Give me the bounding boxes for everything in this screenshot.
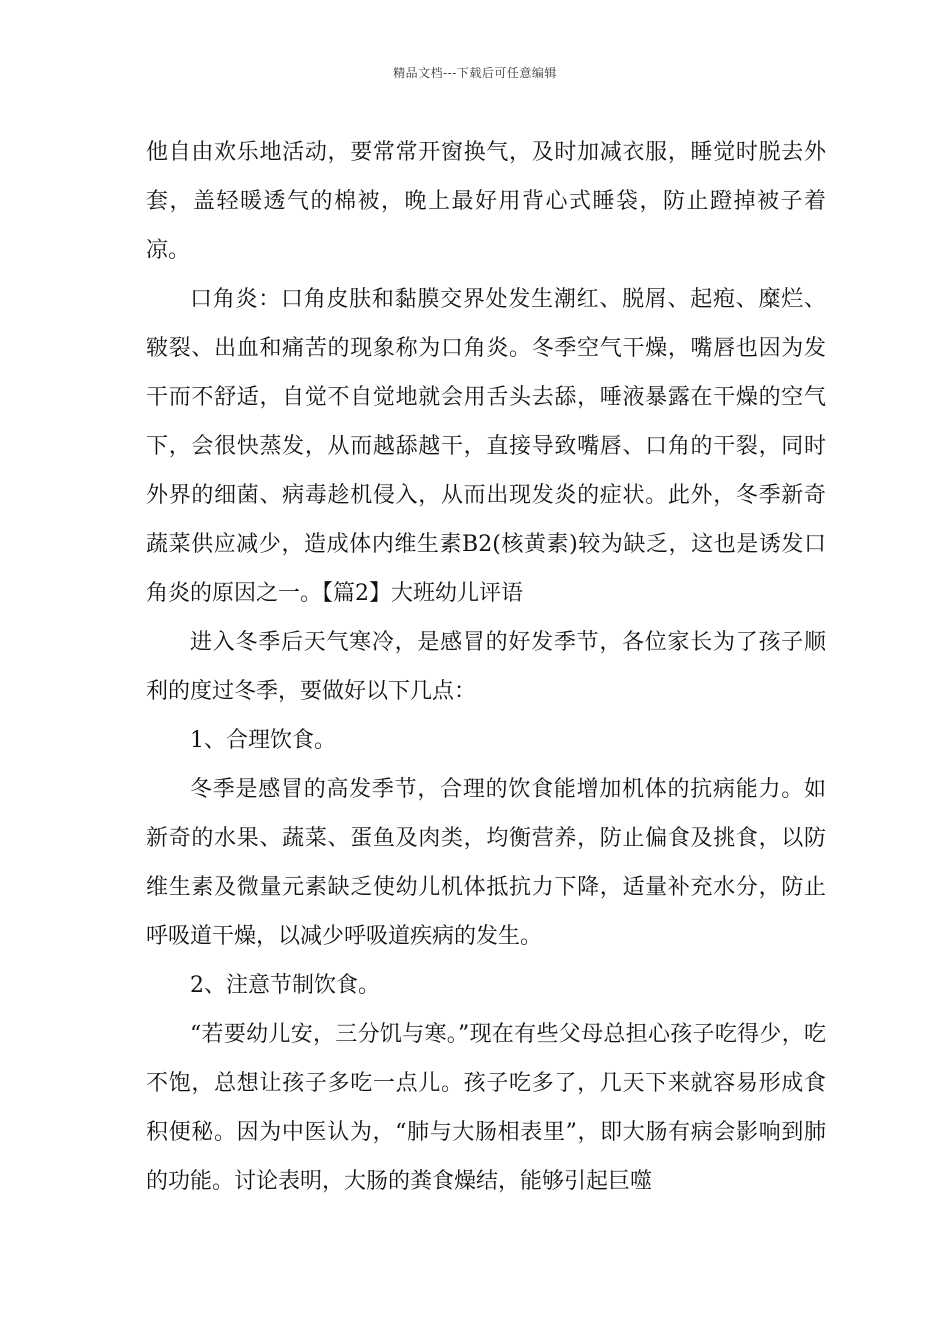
paragraph-1: 他自由欢乐地活动，要常常开窗换气，及时加减衣服，睡觉时脱去外套，盖轻暖透气的棉被，晚上最好用背心式睡袋，防止蹬掉被子着凉。 xyxy=(146,140,826,263)
document-body xyxy=(146,128,826,1206)
page-header: 精品文档---下载后可任意编辑 xyxy=(393,66,557,80)
paragraph-4: 1、合理饮食。 xyxy=(190,728,336,753)
paragraph-3: 进入冬季后天气寒冷，是感冒的好发季节，各位家长为了孩子顺利的度过冬季，要做好以下几点： xyxy=(146,630,826,704)
paragraph-5: 冬季是感冒的高发季节，合理的饮食能增加机体的抗病能力。如新奇的水果、蔬菜、蛋鱼及肉类，均衡营养，防止偏食及挑食，以防维生素及微量元素缺乏使幼儿机体抵抗力下降，适量补充水分，防止呼吸道干燥，以减少呼吸道疾病的发生。 xyxy=(146,777,826,949)
paragraph-2: 口角炎：口角皮肤和黏膜交界处发生潮红、脱屑、起疱、糜烂、皲裂、出血和痛苦的现象称为口角炎。冬季空气干燥，嘴唇也因为发干而不舒适，自觉不自觉地就会用舌头去舔，唾液暴露在干燥的空气下，会很快蒸发，从而越舔越干，直接导致嘴唇、口角的干裂，同时外界的细菌、病毒趁机侵入，从而出现发炎的症状。此外，冬季新奇蔬菜供应减少，造成体内维生素B2(核黄素)较为缺乏，这也是诱发口角炎的原因之一。【篇2】大班幼儿评语 xyxy=(146,287,826,606)
paragraph-7: “若要幼儿安，三分饥与寒。”现在有些父母总担心孩子吃得少，吃不饱，总想让孩子多吃一点儿。孩子吃多了，几天下来就容易形成食积便秘。因为中医认为，“肺与大肠相表里”，即大肠有病会影响到肺的功能。讨论表明，大肠的粪食燥结，能够引起巨噬 xyxy=(146,1022,826,1194)
paragraph-6: 2、注意节制饮食。 xyxy=(190,973,380,998)
